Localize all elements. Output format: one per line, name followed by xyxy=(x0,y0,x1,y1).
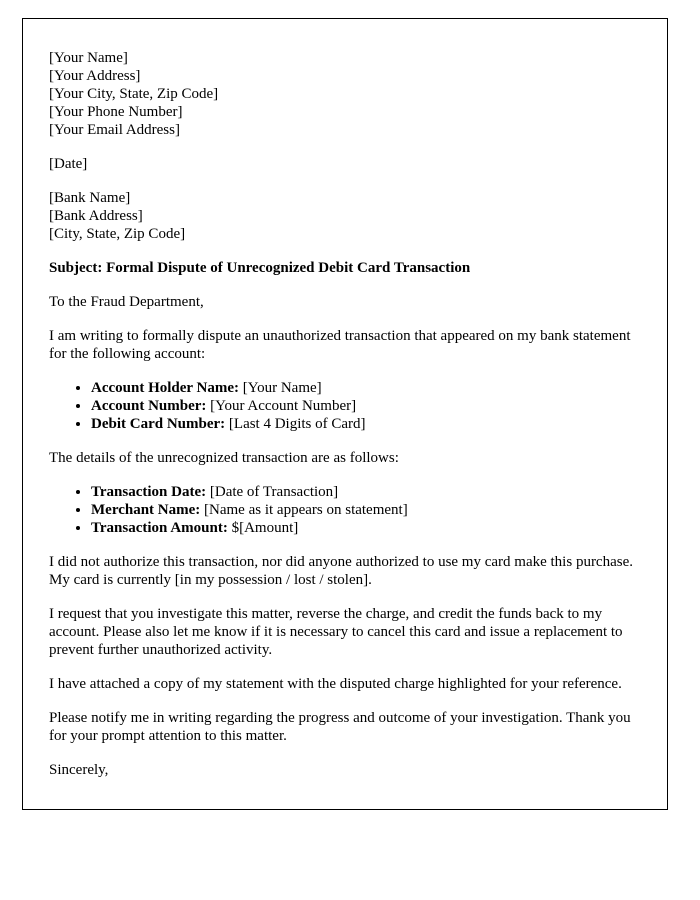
item-label: Debit Card Number: xyxy=(91,416,226,432)
item-label: Account Number: xyxy=(91,398,207,414)
item-value: [Your Account Number] xyxy=(210,398,357,414)
sender-city-line: [Your City, State, Zip Code] xyxy=(49,86,219,102)
item-value: [Your Name] xyxy=(242,380,322,396)
paragraph-investigation-request: I request that you investigate this matter, reverse the charge, and credit the funds back to my account. Please also let me know if it is necessary to cancel this card and issue a replacement to prevent further unauthorized activity. xyxy=(49,606,623,658)
item-label: Merchant Name: xyxy=(91,502,201,518)
list-item-transaction-date xyxy=(91,483,641,501)
paragraph-attachment: I have attached a copy of my statement with the disputed charge highlighted for your reference. xyxy=(49,676,622,692)
bank-city-line: [City, State, Zip Code] xyxy=(49,226,186,242)
date-block xyxy=(49,155,641,173)
transaction-details-list xyxy=(49,483,641,537)
item-value: [Last 4 Digits of Card] xyxy=(228,416,366,432)
intro-paragraph: I am writing to formally dispute an unauthorized transaction that appeared on my bank statement for the following account: xyxy=(49,328,631,362)
account-details-list xyxy=(49,379,641,433)
subject-line: Subject: Formal Dispute of Unrecognized Debit Card Transaction xyxy=(49,260,471,276)
item-value: $[Amount] xyxy=(231,520,299,536)
date-line: [Date] xyxy=(49,156,88,172)
item-label: Transaction Date: xyxy=(91,484,207,500)
letter-page xyxy=(22,18,668,810)
salutation: To the Fraud Department, xyxy=(49,294,204,310)
recipient-block xyxy=(49,189,641,243)
sender-email-line: [Your Email Address] xyxy=(49,122,180,138)
list-item-merchant-name xyxy=(91,501,641,519)
item-value: [Name as it appears on statement] xyxy=(204,502,408,518)
list-item-account-number xyxy=(91,397,641,415)
sender-block xyxy=(49,49,641,139)
details-intro-paragraph: The details of the unrecognized transaction are as follows: xyxy=(49,450,399,466)
list-item-transaction-amount xyxy=(91,519,641,537)
item-label: Account Holder Name: xyxy=(91,380,240,396)
list-item-debit-card-number xyxy=(91,415,641,433)
sender-name-line: [Your Name] xyxy=(49,50,128,66)
list-item-account-holder xyxy=(91,379,641,397)
paragraph-no-authorization: I did not authorize this transaction, nor did anyone authorized to use my card make this purchase. My card is currently [in my possession / lost / stolen]. xyxy=(49,554,633,588)
closing: Sincerely, xyxy=(49,762,109,778)
item-value: [Date of Transaction] xyxy=(209,484,339,500)
paragraph-notify: Please notify me in writing regarding the progress and outcome of your investigation. Thank you for your prompt attention to this matter. xyxy=(49,710,631,744)
bank-address-line: [Bank Address] xyxy=(49,208,143,224)
bank-name-line: [Bank Name] xyxy=(49,190,131,206)
sender-address-line: [Your Address] xyxy=(49,68,141,84)
item-label: Transaction Amount: xyxy=(91,520,228,536)
sender-phone-line: [Your Phone Number] xyxy=(49,104,183,120)
